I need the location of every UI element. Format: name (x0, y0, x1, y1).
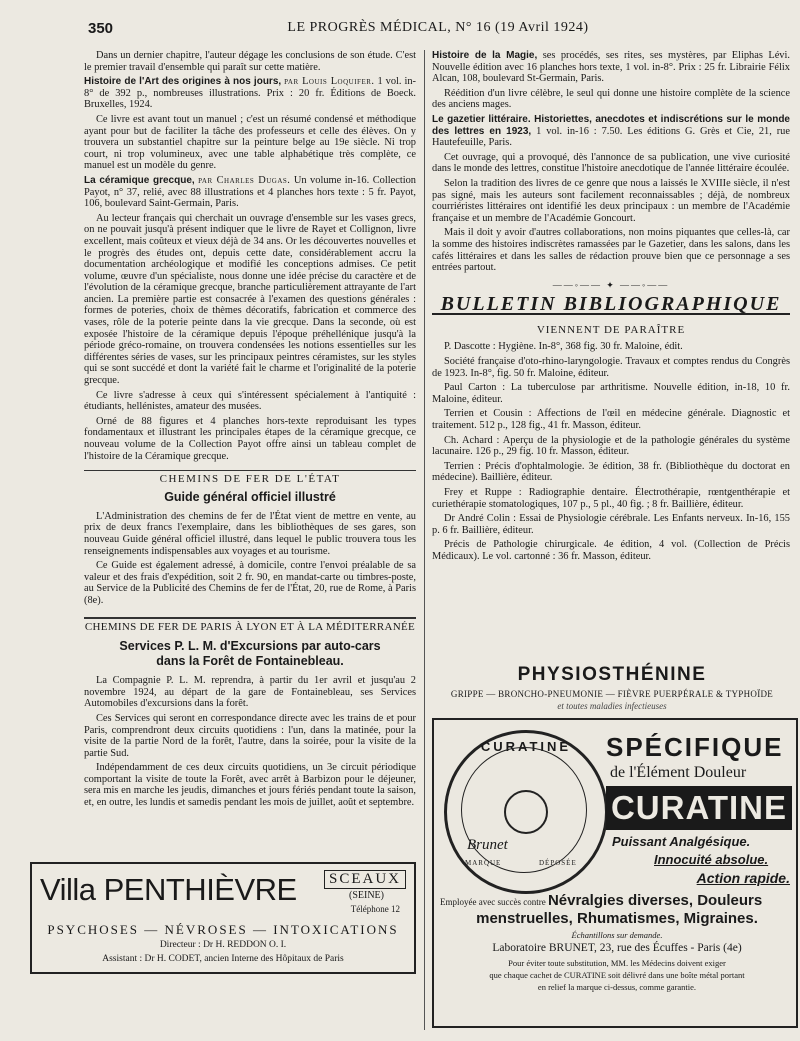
bib-entry: Terrien : Précis d'ophtalmologie. 3e édition, 38 fr. (Bibliothèque du doctorat en médecine). Baillière, éditeur. (432, 460, 790, 484)
seal-marque: MARQUE (465, 859, 502, 867)
ad-curatine (432, 718, 798, 1028)
bib-entry: Dr André Colin : Essai de Physiologie cérébrale. Les Enfants nerveux. In-16, 155 p. 6 fr. Baillière, éditeur. (432, 513, 790, 536)
review-gazetier-text-2: Selon la tradition des livres de ce genre que nous a laissés le XVIIIe siècle, il n'est pas signé, mais les auteurs sont facilement reconnaissables ; déjà, de nombreux courriéristes littéraires ont identifié les deux principaux : un membre de l'Académie française et un membre de l'Académie Goncourt. (432, 177, 790, 224)
review-art-text: Ce livre est avant tout un manuel ; c'est un résumé condensé et méthodique ayant pour but de faciliter la tâche des professeurs et celle des élèves. On y trouvera un substantiel chapitre sur la peinture belge au 19e siècle. Ni trop court, ni trop volumineux, avec une table alphabétique très complète, ce manuel est un modèle du genre. (84, 113, 416, 172)
review-magie-heading: Histoire de la Magie, ses procédés, ses rites, ses mystères, par Eliphas Lévi. Nouvelle édition avec 16 planches hors texte, 1 vol. in-8°. Prix : 25 fr. Librairie Félix Alcan, 108, boulevard St-Germain, Paris. (432, 50, 790, 85)
curatine-brand: CURATINE (606, 786, 792, 830)
left-column (84, 50, 416, 812)
review-gazetier-text-1: Cet ouvrage, qui a provoqué, dès l'annonce de sa publication, une vive curiosité dans le monde des lettres, constitue l'histoire anecdotique de l'année littéraire écoulée. (432, 151, 790, 175)
seal-inner-ring (461, 747, 587, 873)
review-gazetier-text-3: Mais il doit y avoir d'autres collaborations, non moins piquantes que celles-là, car la somme des histoires indiscrètes ramassées par le Gazetier, dans les salons, dans les cafés littéraires et dans les salles de rédaction prouve bien que ce personnage a ses entrées partout. (432, 227, 790, 274)
bib-entry: P. Dascotte : Hygiène. In-8°, 368 fig. 30 fr. Maloine, édit. (444, 341, 683, 353)
villa-name: Villa PENTHIÈVRE (40, 872, 297, 907)
curatine-samples: Échantillons sur demande. (571, 930, 663, 940)
section-rail-plm: CHEMINS DE FER DE PARIS À LYON ET À LA MÉDITERRANÉE (84, 617, 416, 634)
article-guide-text-2: Ce Guide est également adressé, à domicile, contre l'envoi préalable de sa valeur et des frais d'expédition, soit 2 fr. 90, en mandat-carte ou timbres-poste, au Service de la Publicité des Chemins de fer de l'État, 20, rue de Rome, à Paris (8e). (84, 560, 416, 606)
physio-subtitle: GRIPPE — BRONCHO-PNEUMONIE — FIÈVRE PUERPÉRALE & TYPHOÏDE (450, 689, 774, 699)
bib-entry: Société française d'oto-rhino-laryngologie. Travaux et comptes rendus du Congrès de 1923. In-8°, fig. 50 fr. Maloine, éditeur. (432, 356, 790, 379)
review-art-heading: Histoire de l'Art des origines à nos jours, par Louis Loquifer. 1 vol. in-8° de 392 p., nombreuses illustrations. Prix : 20 fr. Éditions de Boeck. Bruxelles, 1924. (84, 76, 416, 111)
bib-entry: Frey et Ruppe : Radiographie dentaire. Électrothérapie, rœntgenthérapie et curiethérapie stomatologiques, 107 p., 5 pl., 40 fig. ; 8 fr. Baillière, éditeur. (432, 487, 790, 510)
physio-subtitle-italic: et toutes maladies infectieuses (557, 701, 667, 711)
curatine-element: de l'Élément Douleur (610, 764, 747, 781)
article-plm-text-2: Ces Services qui seront en correspondance directe avec les trains de et pour Paris, comprendront deux circuits quotidiens : l'un, dans la matinée, pour la visite de la partie Nord de la forêt, l'autre, dans la soirée, pour la visite de la partie Sud. (84, 712, 416, 759)
bulletin-heading: BULLETIN BIBLIOGRAPHIQUE (432, 299, 790, 315)
article-title-plm: Services P. L. M. d'Excursions par auto-cars dans la Forêt de Fontainebleau. (119, 639, 381, 669)
bib-entry: Terrien et Cousin : Affections de l'œil en médecine générale. Diagnostic et traitement. 512 p., 128 fig., 41 fr. Masson, éditeur. (432, 408, 790, 432)
review-ceramique-text-2: Ce livre s'adresse à ceux qui s'intéressent spécialement à l'antiquité : étudiants, hellénistes, amateur des musées. (84, 389, 416, 413)
review-gazetier-heading: Le gazetier littéraire. Historiettes, anecdotes et indiscrétions sur le monde des lettres en 1923, 1 vol. in-16 : 7.50. Les éditions G. Grès et Cie, 21, rue Hautefeuille, Paris. (432, 113, 790, 149)
subheading-viennent: VIENNENT DE PARAÎTRE (536, 323, 686, 336)
villa-telephone: Téléphone 12 (350, 904, 400, 914)
page-header (88, 18, 788, 40)
review-ceramique-text-1: Au lecteur français qui cherchait un ouvrage d'ensemble sur les vases grecs, on ne pouvait jusqu'à présent indiquer que le livre de Rayet et Collignon, livre excellent, mais coûteux et vieux déjà de 34 ans. Or les découvertes nouvelles et le progrès des études ont, depuis cette date, considérablement accru la documentation archéologique et modifié les conceptions admises. Ce petit volume, œuvre d'un spécialiste, nous donne une idée précise du caractère et de l'évolution de la céramique grecque, branche particulièrement attrayante de l'art ancien. La première partie est consacrée à l'examen des questions générales : formes de poteries, choix de thèmes décoratifs, fabrication et commerce des vases, rôle de la poterie peinte dans la vie grecque. Dans la seconde, où est exposée l'histoire de la céramique depuis l'époque préhellénique jusqu'à la période gréco-romaine, on trouvera condensées les notions essentielles sur les différentes séries de vases, sur les principaux peintres céramistes, sur les styles qui se sont succédé et dont la variété fait le charme et l'originalité de la poterie grecque. (84, 212, 416, 387)
curatine-notice-1: Pour éviter toute substitution, MM. les Médecins doivent exiger (508, 958, 726, 968)
bib-entry: Ch. Achard : Aperçu de la physiologie et de la pathologie générales du système lacunaire. 126 p., 29 fig. 10 fr. Masson, éditeur. (432, 434, 790, 458)
curatine-indications: menstruelles, Rhumatismes, Migraines. (476, 910, 758, 927)
curatine-claim-1: Puissant Analgésique. (612, 834, 751, 849)
column-divider (424, 50, 425, 1030)
seal-deposee: DÉPOSÉE (539, 859, 577, 867)
villa-town: SCEAUX (324, 870, 406, 889)
article-plm-text-3: Indépendamment de ces deux circuits quotidiens, un 3e circuit périodique comportant la visite de toute la Forêt, avec arrêt à Barbizon pour le déjeuner, sera mis en marche les jeudis, dimanches et jours fériés pendant toute la saison, et, en outre, les lundis et samedis pendant les mois de juillet, août et septembre. (84, 762, 416, 809)
review-ceramique-text-3: Orné de 88 figures et 4 planches hors-texte reproduisant les types fondamentaux et illustrant les principales étapes de la céramique grecque, ce nouveau volume de la Collection Payot offre ainsi un tableau complet de l'histoire de la Céramique grecque. (84, 415, 416, 462)
review-ceramique-heading: La céramique grecque, par Charles Dugas. Un volume in-16. Collection Payot, n° 37, relié, avec 88 illustrations et 4 planches hors texte : 5 fr. Payot, 106, boulevard Saint-Germain, Paris. (84, 174, 416, 210)
article-title-guide: Guide général officiel illustré (164, 489, 336, 504)
right-column (432, 50, 790, 566)
curatine-claim-3: Action rapide. (696, 870, 790, 886)
page-number: 350 (88, 20, 114, 37)
curatine-laboratory: Laboratoire BRUNET, 23, rue des Écuffes - Paris (4e) (492, 942, 742, 954)
curatine-seal-logo (444, 730, 608, 894)
curatine-notice-2: que chaque cachet de CURATINE soit délivré dans une boîte métal portant (489, 970, 745, 980)
article-guide-text-1: L'Administration des chemins de fer de l'État vient de mettre en vente, au prix de deux francs l'exemplaire, dans les bibliothèques de ses gares, son nouveau Guide général officiel illustré, dans lequel le public trouvera tous les renseignements indispensables aux voyages et au tourisme. (84, 510, 416, 557)
ad-physiosthenine (432, 664, 792, 714)
villa-department: (SEINE) (349, 890, 384, 901)
article-plm-text-1: La Compagnie P. L. M. reprendra, à partir du 1er avril et jusqu'au 2 novembre 1924, au départ de la gare de Fontainebleau, ses Services Automobiles d'excursions dans la forêt. (84, 675, 416, 710)
seal-name: CURATINE (480, 739, 572, 754)
curatine-usage: Employée avec succès contre Névralgies diverses, Douleurs (440, 892, 763, 909)
ad-villa-penthievre (30, 862, 416, 974)
physio-title: PHYSIOSTHÉNINE (517, 664, 707, 685)
villa-director: Directeur : Dr H. REDDON O. I. (159, 940, 287, 950)
bib-entry: Paul Carton : La tuberculose par arthritisme. Nouvelle édition, in-18, 10 fr. Maloine, éditeur. (432, 382, 790, 405)
seal-emblem-icon (504, 790, 548, 834)
villa-specialties: PSYCHOSES — NÉVROSES — INTOXICATIONS (47, 922, 399, 937)
section-rail-etat: CHEMINS DE FER DE L'ÉTAT (84, 470, 416, 486)
bib-entry: Précis de Pathologie chirurgicale. 4e édition, 4 vol. (Collection de Précis Médicaux). Le vol. cartonné : 36 fr. Masson, éditeur. (432, 539, 790, 562)
villa-assistant: Assistant : Dr H. CODET, ancien Interne des Hôpitaux de Paris (102, 954, 344, 964)
intro-paragraph: Dans un dernier chapitre, l'auteur dégage les conclusions de son étude. C'est le premier travail d'ensemble qui paraît sur cette matière. (84, 50, 416, 73)
review-magie-text: Réédition d'un livre célèbre, le seul qui donne une histoire complète de la science des anciens mages. (432, 87, 790, 111)
running-title: LE PROGRÈS MÉDICAL, N° 16 (19 Avril 1924) (287, 20, 589, 35)
curatine-specifique: SPÉCIFIQUE (606, 732, 784, 762)
ornament-divider: ——◦—— ✦ ——◦—— (552, 279, 670, 290)
curatine-notice-3: en relief la marque ci-dessus, comme garantie. (537, 982, 697, 992)
seal-signature: Brunet (467, 837, 508, 853)
curatine-claim-2: Innocuité absolue. (654, 852, 769, 867)
